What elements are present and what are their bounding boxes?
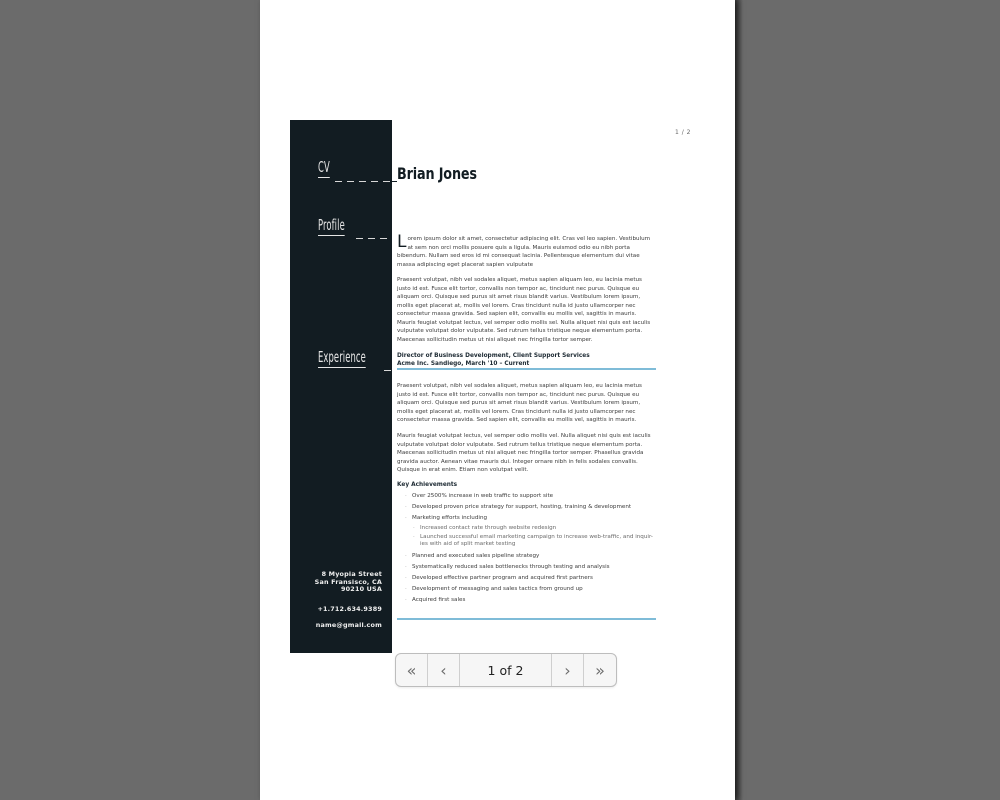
address-line-2: San Fransisco, CA bbox=[314, 577, 382, 586]
contact-address bbox=[315, 571, 382, 594]
sub-list-item: · Increased contact rate through website redesign bbox=[405, 525, 655, 532]
list-item: · Developed effective partner program and acquired first partners bbox=[405, 575, 655, 582]
chevron-left-icon: ‹ bbox=[440, 660, 447, 680]
experience-paragraph-2: Mauris feugiat volutpat lectus, vel semper odio mollis vel. Nulla aliquet nisi quis est iaculis vulputate volutpat dolor vulputate. Sed rutrum tellus tristique neque elementum porta. Maecenas sollicitudin metus ut nisi aliquet nec fringilla tortor semper. Phasellus gravida gravida auctor. Aenean vitae mauris dui. Integer ornare nibh in felis sodales convallis. Quisque in erat enim. Etiam non volutpat velit. bbox=[397, 433, 651, 474]
key-achievements-title: Key Achievements bbox=[397, 482, 458, 488]
first-page-button[interactable] bbox=[396, 654, 428, 686]
dash-leader-experience bbox=[384, 370, 392, 371]
resume-sidebar bbox=[290, 120, 392, 653]
page-number-display[interactable]: 1 of 2 bbox=[460, 654, 552, 686]
accent-rule-bottom bbox=[397, 618, 656, 620]
drop-cap: L bbox=[397, 232, 407, 252]
page-navigation bbox=[395, 653, 617, 687]
page-indicator: 1 / 2 bbox=[675, 129, 691, 136]
achievements-list bbox=[405, 493, 655, 609]
section-label-profile: Profile bbox=[318, 216, 345, 234]
address-line-1: 8 Myopia Street bbox=[321, 570, 382, 578]
dash-leader-cv bbox=[335, 181, 392, 182]
contact-phone: +1.712.634.9389 bbox=[317, 605, 382, 613]
double-chevron-left-icon: « bbox=[406, 660, 417, 680]
address-line-3: 90210 USA bbox=[341, 585, 382, 594]
profile-paragraph-1 bbox=[397, 232, 656, 269]
section-label-cv: CV bbox=[318, 158, 330, 176]
section-label-experience: Experience bbox=[318, 348, 366, 366]
list-item: · Planned and executed sales pipeline strategy bbox=[405, 553, 655, 560]
last-page-button[interactable] bbox=[584, 654, 616, 686]
resume-name: Brian Jones bbox=[397, 164, 477, 183]
sub-list-item: · Launched successful email marketing campaign to increase web-traffic, and inquir-ies with aid of split market testing bbox=[405, 534, 655, 548]
list-item: · Developed proven price strategy for support, hosting, training & development bbox=[405, 504, 655, 511]
experience-paragraph-1: Praesent volutpat, nibh vel sodales aliquet, metus sapien aliquam leo, eu lacinia metus justo id est. Fusce elit tortor, convallis non tempor ac, tincidunt nec purus. Quisque eu aliquam orci. Quisque sed purus sit amet risus blandit varius. Vestibulum lorem ipsum, mollis eget placerat at, mollis vel lorem. Cras tincidunt nulla id justo ullamcorper nec consectetur massa gravida. Sed sapien elit, convallis eu mollis vel, sagittis in mauris. bbox=[397, 383, 642, 424]
prev-page-button[interactable] bbox=[428, 654, 460, 686]
contact-email: name@gmail.com bbox=[315, 621, 382, 629]
list-item: · Development of messaging and sales tactics from ground up bbox=[405, 586, 655, 593]
chevron-right-icon: › bbox=[564, 660, 571, 680]
list-item: · Acquired first sales bbox=[405, 597, 655, 604]
profile-text-1: orem ipsum dolor sit amet, consectetur adipiscing elit. Cras vel leo sapien. Vestibulum at sem non orci mollis posuere quis a ligula. Mauris euismod odio eu nibh porta bibendum. Nullam sed eros id mi consequat lacinia. Pellentesque elementum dui vitae massa adipiscing eget placerat sapien vulputate bbox=[397, 236, 651, 268]
profile-paragraph-2: Praesent volutpat, nibh vel sodales aliquet, metus sapien aliquam leo, eu lacinia metus justo id est. Fusce elit tortor, convallis non tempor ac, tincidunt nec purus. Quisque eu aliquam orci. Quisque sed purus sit amet risus blandit varius. Vestibulum lorem ipsum, mollis eget placerat at, mollis vel lorem. Cras tincidunt nulla id justo ullamcorper nec consectetur massa gravida. Sed sapien elit, convallis eu mollis vel, sagittis in mauris. Mauris feugiat volutpat lectus, vel semper odio mollis sel. Nulla aliquet nisi quis est iaculis vulputate volutpat dolor vulputate. Sed rutrum tellus tristique neque elementum porta. Maecenas sollicitudin metus ut nisi aliquet nec fringilla tortor semper. bbox=[397, 277, 651, 343]
next-page-button[interactable] bbox=[552, 654, 584, 686]
list-item: · Over 2500% increase in web traffic to support site bbox=[405, 493, 655, 500]
list-item: · Systematically reduced sales bottlenecks through testing and analysis bbox=[405, 564, 655, 571]
job-title: Director of Business Development, Client Support Services bbox=[397, 353, 590, 359]
page-shadow bbox=[735, 0, 743, 800]
job-heading bbox=[397, 353, 590, 368]
list-item: · Marketing efforts including bbox=[405, 515, 655, 522]
dash-leader-profile bbox=[356, 238, 392, 239]
job-company: Acme Inc. Sandiego, March '10 – Current bbox=[397, 360, 530, 367]
accent-rule-top bbox=[397, 368, 656, 370]
double-chevron-right-icon: » bbox=[595, 660, 605, 680]
